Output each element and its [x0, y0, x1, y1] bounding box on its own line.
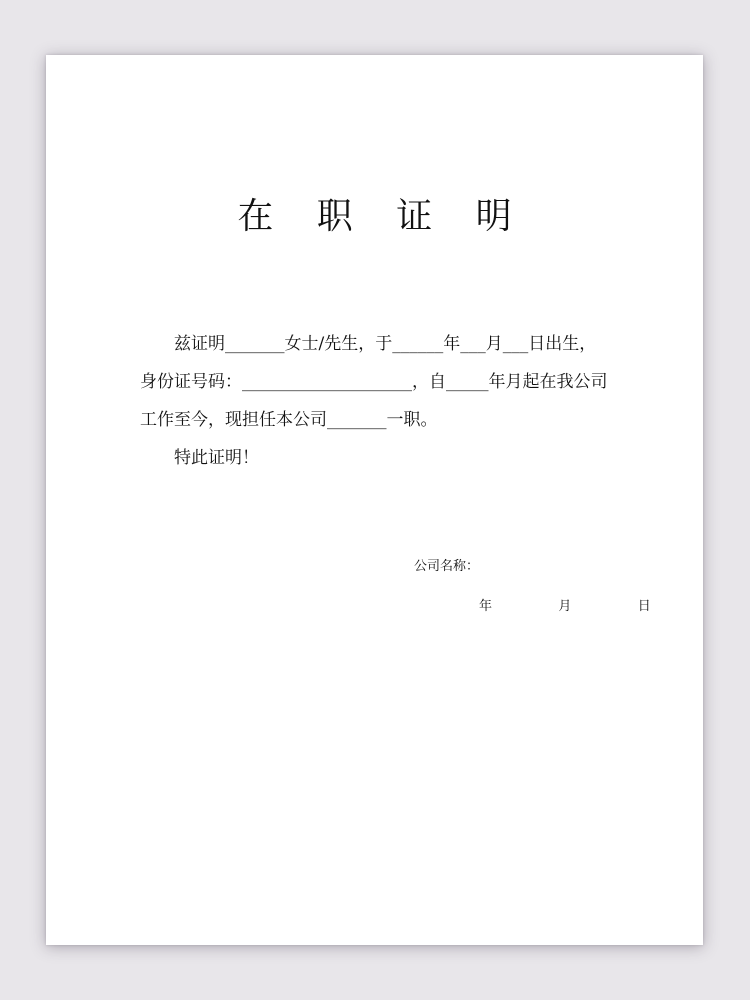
document-page — [46, 55, 703, 945]
document-body — [140, 325, 610, 477]
company-name-label: 公司名称： — [414, 559, 480, 574]
date-line: 年 月 日 — [479, 599, 651, 614]
document-title: 在 职 证 明 — [237, 196, 528, 237]
closing-statement: 特此证明！ — [174, 448, 259, 468]
certificate-paragraph: 兹证明_______女士/先生，于______年___月___日出生，身份证号码：____________________，自_____年月起在我公司工作至今，现担任本公司_______一职。 — [140, 334, 608, 430]
